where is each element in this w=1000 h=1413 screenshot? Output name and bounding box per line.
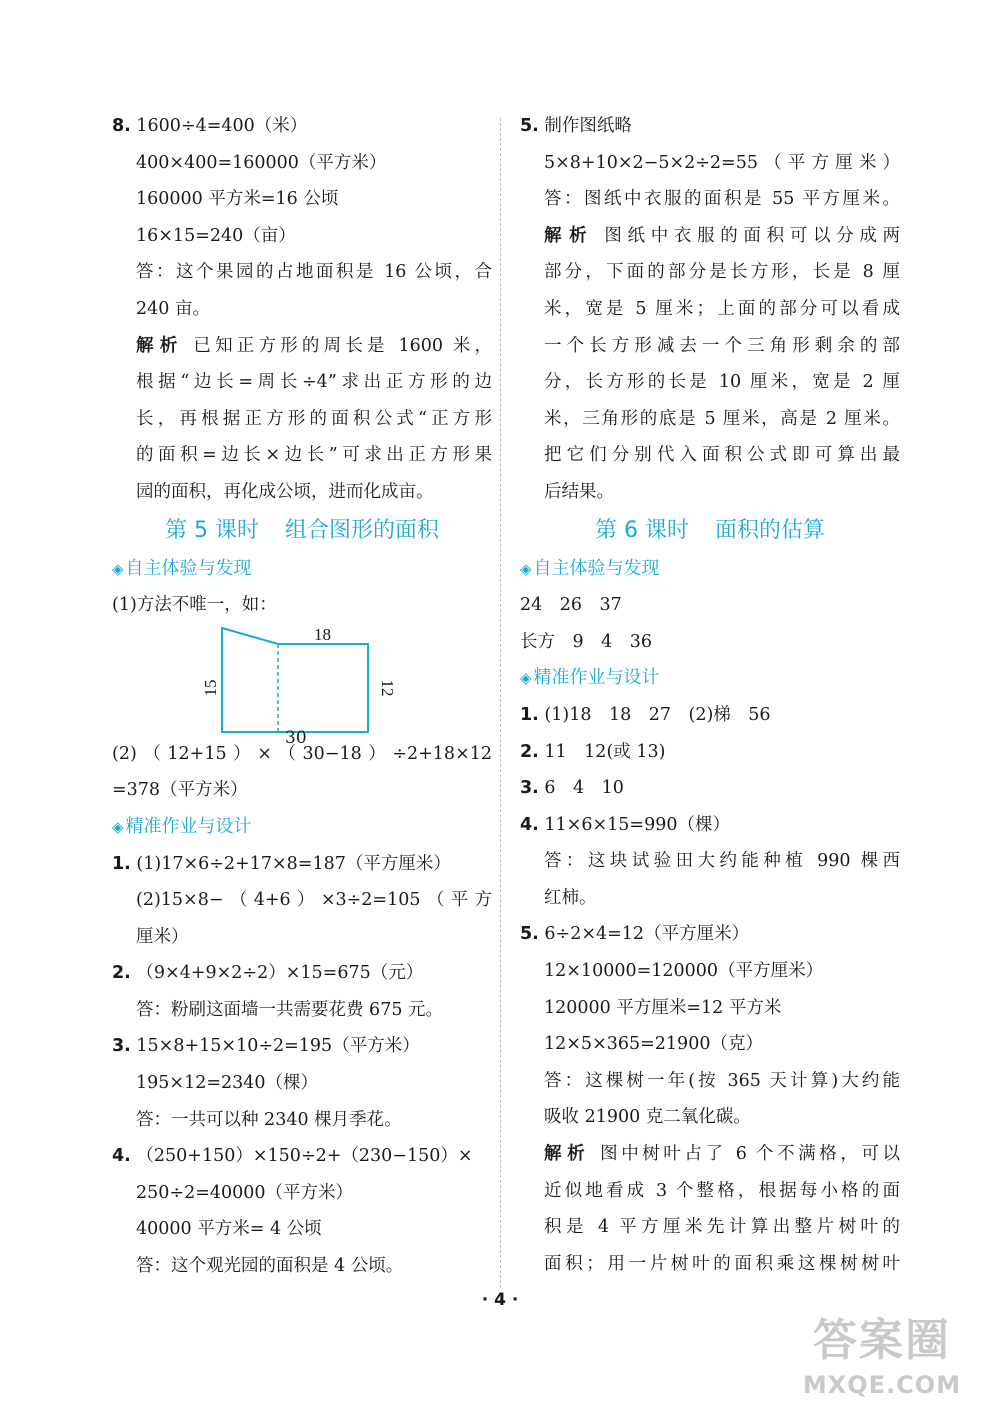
watermark-line-2: MXQE.COM bbox=[802, 1371, 962, 1399]
analysis-label: 解析 bbox=[544, 225, 595, 246]
label-right: 12 bbox=[378, 679, 397, 697]
q5-line-3: 答：图纸中衣服的面积是 55 平方厘米。 bbox=[544, 189, 900, 210]
hw2-line-2: 答：粉刷这面墙一共需要花费 675 元。 bbox=[136, 999, 444, 1020]
q5-analysis-line-4: 一个长方形减去一个三角形剩余的部 bbox=[544, 335, 900, 356]
q8-analysis-line-3: 长，再根据正方形的面积公式“正方形 bbox=[136, 408, 492, 429]
q5-analysis-line-8: 后结果。 bbox=[544, 481, 614, 502]
explore-line-1: 24 26 37 bbox=[520, 595, 622, 616]
q8-line-3: 160000 平方米=16 公顷 bbox=[136, 189, 339, 210]
hw3-line-2: 195×12=2340（棵） bbox=[136, 1073, 319, 1094]
section-explore-right: ◈ 自主体验与发现 bbox=[520, 557, 660, 579]
diamond-icon: ◈ bbox=[520, 559, 532, 578]
q5-analysis-line-5: 分，长方形的长是 10 厘米，宽是 2 厘 bbox=[544, 372, 900, 393]
explore-q1: (1)方法不唯一，如： bbox=[112, 595, 277, 616]
q8-analysis-line-1: 解析 已知正方形的周长是 1600 米， bbox=[136, 335, 492, 356]
q8-line-1: 8. 1600÷4=400（米） bbox=[112, 116, 308, 136]
r-hw4-line-3: 红柿。 bbox=[544, 887, 597, 908]
hw1-line-2: (2)15×8−（4+6）×3÷2=105（平方 bbox=[136, 890, 492, 911]
q8-line-2: 400×400=160000（平方米） bbox=[136, 152, 387, 173]
q5-analysis-line-3: 米，宽是 5 厘米；上面的部分可以看成 bbox=[544, 298, 900, 319]
r-hw5-line-3: 120000 平方厘米=12 平方米 bbox=[544, 997, 782, 1018]
hw1-line-1: 1. (1)17×6÷2+17×8=187（平方厘米） bbox=[112, 853, 451, 874]
right-column bbox=[520, 108, 900, 1282]
q5-line-1: 5. 制作图纸略 bbox=[520, 116, 632, 136]
page-number: · 4 · bbox=[481, 1290, 519, 1310]
r-hw5-line-5: 答：这棵树一年(按 365 天计算)大约能 bbox=[544, 1070, 900, 1091]
hw4-line-4: 答：这个观光园的面积是 4 公顷。 bbox=[136, 1256, 404, 1277]
q8-line-4: 16×15=240（亩） bbox=[136, 225, 296, 246]
figure-bottom-label: 30 bbox=[285, 727, 307, 748]
section-homework-left: ◈ 精准作业与设计 bbox=[112, 815, 252, 837]
hw3-line-1: 3. 15×8+15×10÷2=195（平方米） bbox=[112, 1036, 420, 1057]
q8-analysis-line-5: 园的面积，再化成公顷，进而化成亩。 bbox=[136, 481, 434, 502]
column-divider bbox=[500, 118, 501, 1288]
hw1-line-3: 厘米） bbox=[136, 926, 189, 947]
r-hw5-line-2: 12×10000=120000（平方厘米） bbox=[544, 961, 824, 982]
diamond-icon: ◈ bbox=[112, 817, 124, 836]
q8-analysis-line-4: 的面积=边长×边长”可求出正方形果 bbox=[136, 445, 492, 466]
left-column bbox=[112, 108, 492, 1285]
analysis-label: 解析 bbox=[136, 335, 184, 356]
explore-q2-line-2: =378（平方米） bbox=[112, 780, 248, 801]
q5-analysis-line-1: 解析 图纸中衣服的面积可以分成两 bbox=[544, 225, 900, 246]
q5-analysis-line-7: 把它们分别代入面积公式即可算出最 bbox=[544, 445, 900, 466]
q8-analysis-line-2: 根据“边长=周长÷4”求出正方形的边 bbox=[136, 372, 492, 393]
diamond-icon: ◈ bbox=[112, 559, 124, 578]
composite-shape-svg bbox=[198, 624, 398, 736]
hw4-line-3: 40000 平方米= 4 公顷 bbox=[136, 1219, 322, 1240]
q5-analysis-line-2: 部分，下面的部分是长方形，长是 8 厘 bbox=[544, 262, 900, 283]
shape-outline bbox=[222, 628, 368, 732]
r-analysis-line-1: 解析 图中树叶占了 6 个不满格，可以 bbox=[544, 1144, 900, 1165]
r-hw1-line-1: 1. (1)18 18 27 (2)梯 56 bbox=[520, 704, 771, 725]
section-homework-right: ◈ 精准作业与设计 bbox=[520, 667, 660, 689]
r-hw5-line-6: 吸收 21900 克二氧化碳。 bbox=[544, 1107, 751, 1128]
r-hw5-line-1: 5. 6÷2×4=12（平方厘米） bbox=[520, 924, 750, 945]
lesson-6-title: 第 6 课时 面积的估算 bbox=[595, 517, 825, 543]
hw2-line-1: 2. （9×4+9×2÷2）×15=675（元） bbox=[112, 963, 424, 984]
r-hw5-line-4: 12×5×365=21900（克） bbox=[544, 1034, 763, 1055]
watermark-line-1: 答案圈 bbox=[813, 1315, 951, 1366]
q8-line-6: 240 亩。 bbox=[136, 298, 210, 319]
label-top: 18 bbox=[314, 624, 331, 644]
r-analysis-line-3: 积是 4 平方厘米先计算出整片树叶的 bbox=[544, 1217, 900, 1238]
r-hw4-line-2: 答：这块试验田大约能种植 990 棵西 bbox=[544, 851, 900, 872]
r-hw2-line-1: 2. 11 12(或 13) bbox=[520, 741, 666, 762]
watermark-logo bbox=[782, 1312, 982, 1412]
explore-line-2: 长方 9 4 36 bbox=[520, 631, 653, 652]
diamond-icon: ◈ bbox=[520, 669, 532, 688]
explore-q2-line-1: (2)（12+15）×（30−18）÷2+18×12 bbox=[112, 743, 492, 764]
section-explore-left: ◈ 自主体验与发现 bbox=[112, 557, 252, 579]
lesson-5-title: 第 5 课时 组合图形的面积 bbox=[165, 517, 439, 543]
hw4-line-1: 4. （250+150）×150÷2+（230−150）× bbox=[112, 1146, 473, 1167]
r-analysis-line-4: 面积；用一片树叶的面积乘这棵树树叶 bbox=[544, 1253, 900, 1274]
q5-analysis-line-6: 米，三角形的底是 5 厘米，高是 2 厘米。 bbox=[544, 408, 900, 429]
hw4-line-2: 250÷2=40000（平方米） bbox=[136, 1182, 354, 1203]
r-hw4-line-1: 4. 11×6×15=990（棵） bbox=[520, 814, 730, 835]
q5-line-2: 5×8+10×2−5×2÷2=55（平方厘米） bbox=[544, 152, 900, 173]
analysis-label: 解析 bbox=[544, 1144, 591, 1165]
composite-shape-figure bbox=[112, 624, 492, 748]
r-hw3-line-1: 3. 6 4 10 bbox=[520, 778, 624, 799]
label-left: 15 bbox=[201, 679, 220, 697]
r-analysis-line-2: 近似地看成 3 个整格，根据每小格的面 bbox=[544, 1180, 900, 1201]
hw3-line-3: 答：一共可以种 2340 棵月季花。 bbox=[136, 1109, 402, 1130]
q8-line-5: 答：这个果园的占地面积是 16 公顷，合 bbox=[136, 262, 492, 283]
